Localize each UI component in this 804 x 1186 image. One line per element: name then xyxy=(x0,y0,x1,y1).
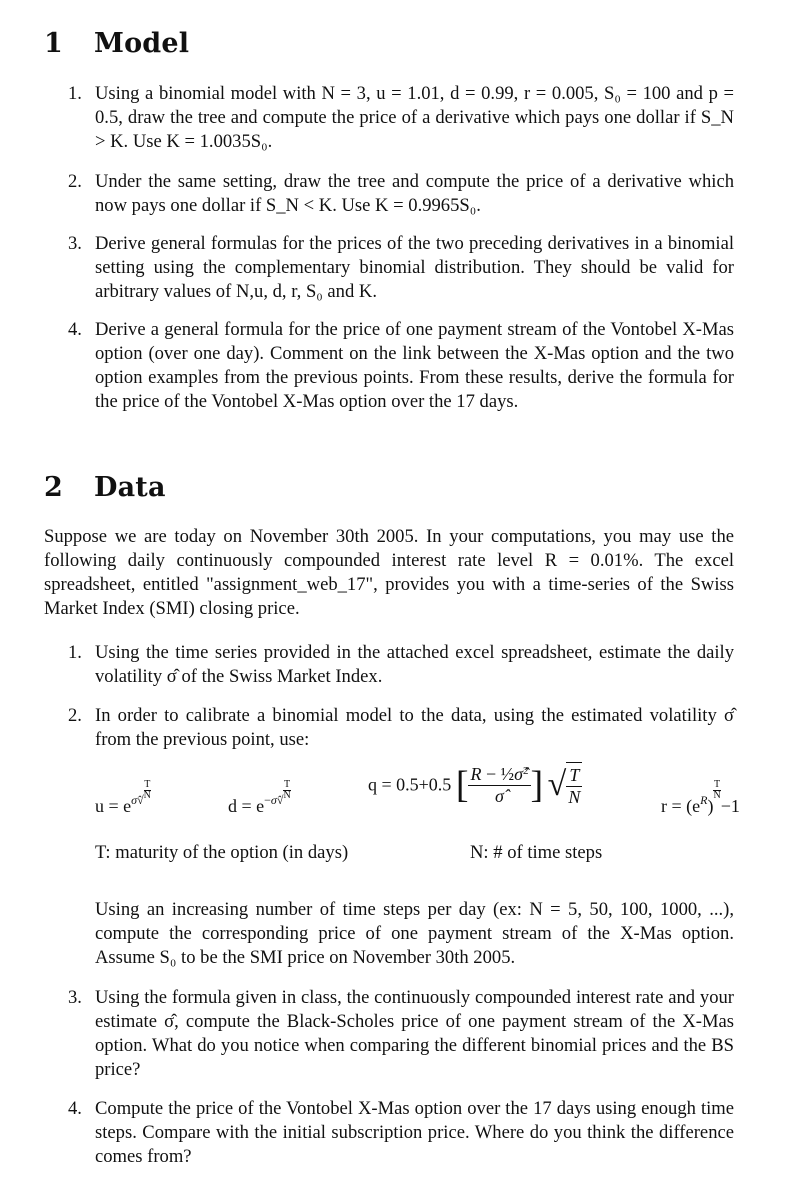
item-text: Using the time series provided in the attached excel spreadsheet, estimate the daily volatility σ̂ of the Swiss Market Index. xyxy=(95,642,734,687)
item-number: 4. xyxy=(68,1098,82,1119)
section-heading-data xyxy=(44,472,166,503)
section-number: 1 xyxy=(44,28,63,59)
item-number: 1. xyxy=(68,83,82,104)
formula-u: $u = e^{\sigmâ√ \frac{T}{N}}$ xyxy=(95,779,151,816)
legend-maturity: T: maturity of the option (in days) xyxy=(95,842,349,863)
formula-r: $r = (e^R)$ $^{\frac{T}{N}}$ −1 xyxy=(661,779,740,816)
item-text: Using the formula given in class, the continuously compounded interest rate and your estimate σ̂, compute the Black-Scholes price of one payment stream of the X-Mas option. What do you notice when comparing the different binomial prices and the BS price? xyxy=(95,987,734,1080)
formula-u-lhs: u = e xyxy=(95,796,132,816)
item-number: 4. xyxy=(68,319,82,340)
list-item xyxy=(68,170,734,218)
intro-paragraph: Suppose we are today on November 30th 2005. In your computations, you may use the following daily continuously compounded interest rate level R = 0.01%. The excel spreadsheet, entitled "assignment_web_17", provides you with a time-series of the Swiss Market Index (SMI) closing price. xyxy=(44,526,734,619)
item-number: 1. xyxy=(68,642,82,663)
legend-time-steps: N: # of time steps xyxy=(470,842,603,863)
calibration-formulas xyxy=(95,760,795,822)
list-item xyxy=(68,82,734,154)
section-heading-model xyxy=(44,28,189,59)
formula-r-tail: −1 xyxy=(720,796,740,816)
list-item xyxy=(68,1097,734,1169)
list-item xyxy=(68,232,734,304)
item-text: In order to calibrate a binomial model to the data, using the estimated volatility σ̂ from the previous point, use: xyxy=(95,705,734,750)
item-text: Using a binomial model with N = 3, u = 1.01, d = 0.99, r = 0.005, S₀ = 100 and p = 0.5, draw the tree and compute the price of a derivative which pays one dollar if S_N > K. Use K = 1.0035S₀. xyxy=(95,83,734,152)
item-text: Using an increasing number of time steps per day (ex: N = 5, 50, 100, 1000, ...), compute the corresponding price of one payment stream of the X-Mas option. Assume S₀ to be the SMI price on November 30th 2005. xyxy=(95,899,734,968)
item-text: Derive general formulas for the prices of the two preceding derivatives in a binomial setting using the complementary binomial distribution. They should be valid for arbitrary values of N,u, d, r, S₀ and K. xyxy=(95,233,734,302)
formula-q: q = 0.5+0.5 [ $\frac{R - \frac{1}{2}\sigmâ^2}{\sigmâ}$ ] √ $\frac{T}{N}$ xyxy=(368,763,581,807)
item-text: Under the same setting, draw the tree and compute the price of a derivative which now pays one dollar if S_N < K. Use K = 0.9965S₀. xyxy=(95,171,734,216)
list-item xyxy=(68,986,734,1082)
item-number: 2. xyxy=(68,705,82,726)
formula-d-lhs: d = e xyxy=(228,796,265,816)
section-title: Data xyxy=(94,472,166,503)
item-text: Compute the price of the Vontobel X-Mas option over the 17 days using enough time steps. Compare with the initial subscription price. Where do you think the difference comes from? xyxy=(95,1098,734,1167)
list-item xyxy=(68,704,734,752)
formula-q-lhs: q = 0.5+0.5 xyxy=(368,774,452,795)
item-text: Derive a general formula for the price of one payment stream of the Vontobel X-Mas option (over one day). Comment on the link between the X-Mas option and the two option examples from the previous points. From these results, derive the formula for the price of the Vontobel X-Mas option over the 17 days. xyxy=(95,319,734,412)
list-item xyxy=(68,641,734,689)
item-number: 3. xyxy=(68,233,82,254)
item-number: 3. xyxy=(68,987,82,1008)
list-item xyxy=(68,318,734,414)
formula-r-lhs: r = (e xyxy=(661,796,701,816)
formula-legend xyxy=(95,842,735,868)
formula-d: $d = e^{-\sigmâ√ \frac{T}{N}}$ xyxy=(228,779,291,816)
item-number: 2. xyxy=(68,171,82,192)
section-number: 2 xyxy=(44,472,63,503)
section-title: Model xyxy=(94,28,190,59)
item-continuation xyxy=(95,898,734,970)
